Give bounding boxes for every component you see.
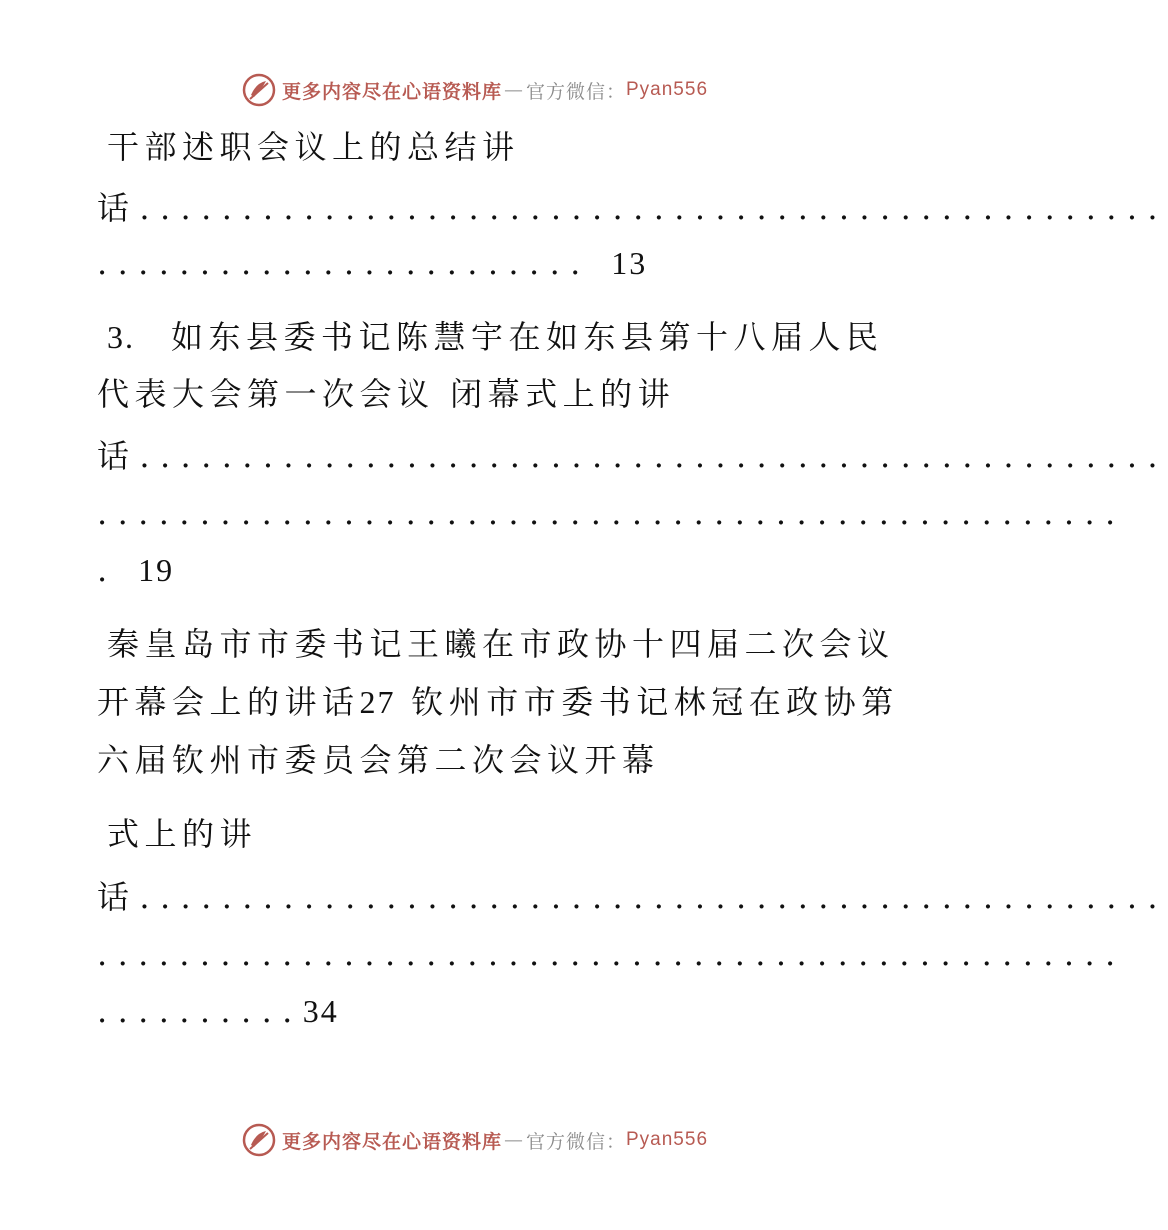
toc-entry3-leader-3: ..........34: [97, 992, 339, 1030]
toc-entry3-line3: 六届钦州市委员会第二次会议开幕: [97, 741, 660, 779]
toc-entry3-line2: [97, 683, 899, 721]
toc-entry3-line2-a: 开幕会上的讲话: [97, 683, 360, 721]
watermark-label: 官方微信：: [525, 80, 626, 103]
toc-entry3-leader-1: 话..................................................: [97, 878, 1168, 916]
toc-entry2-leader-2: ..................................................: [97, 494, 1126, 532]
toc-entry2-leader-1: 话..................................................: [97, 437, 1168, 475]
toc-entry2-tail: 话: [97, 437, 140, 475]
footer-watermark: [0, 1118, 950, 1162]
toc-entry1-leader-1: 话..................................................: [97, 189, 1168, 227]
toc-entry3-leader-2: ..................................................: [97, 935, 1126, 973]
toc-entry1-title: 干部述职会议上的总结讲: [107, 128, 520, 166]
toc-entry2-number: 3.: [107, 319, 135, 355]
toc-entry2-leader-3: . 19: [97, 551, 175, 589]
toc-entry3-line1: 秦皇岛市市委书记王曦在市政协十四届二次会议: [107, 625, 895, 663]
toc-entry1-leader-2: ........................ 13: [97, 244, 648, 282]
watermark-separator: —: [503, 1129, 524, 1151]
watermark-id: Pyan556: [626, 79, 709, 100]
toc-entry2-title-text: 如东县委书记陈慧宇在如东县第十八届人民: [171, 318, 884, 356]
watermark-label: 官方微信：: [525, 1130, 626, 1153]
toc-entry2-title-1: [107, 318, 884, 356]
toc-entry3-tail: 话: [97, 878, 140, 916]
watermark-text: 更多内容尽在心语资料库: [281, 80, 502, 103]
watermark-id: Pyan556: [626, 1129, 709, 1150]
toc-entry3-line2-b: 钦州市市委书记林冠在政协第: [411, 683, 899, 721]
toc-entry3-page: 34: [302, 993, 339, 1029]
toc-entry2-title-2: 代表大会第一次会议 闭幕式上的讲: [97, 375, 676, 413]
seal-logo-icon: [242, 1123, 276, 1157]
toc-entry1-page: 13: [611, 245, 648, 281]
toc-entry1-tail: 话: [97, 189, 140, 227]
watermark-separator: —: [503, 79, 524, 101]
toc-entry3-inline-page: 27: [359, 684, 396, 720]
watermark-text: 更多内容尽在心语资料库: [281, 1130, 502, 1153]
header-watermark: [0, 68, 950, 112]
toc-entry2-page: 19: [138, 552, 175, 588]
seal-logo-icon: [242, 73, 276, 107]
toc-entry3-line4: 式上的讲: [107, 815, 258, 853]
